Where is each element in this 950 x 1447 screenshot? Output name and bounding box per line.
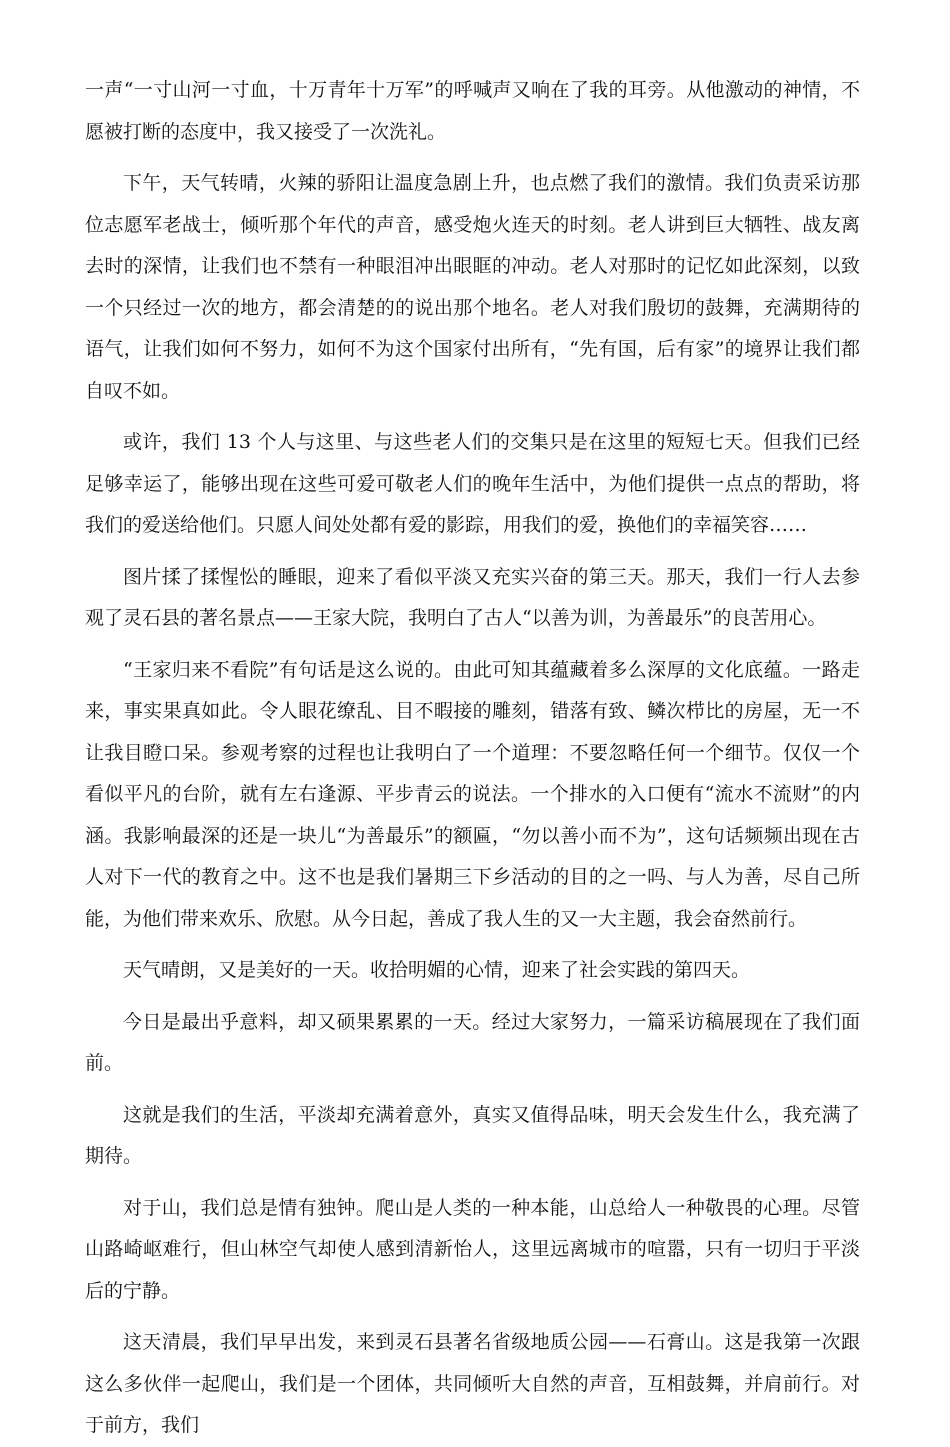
paragraph-8: 这就是我们的生活，平淡却充满着意外，真实又值得品味，明天会发生什么，我充满了期待。 [85, 1103, 860, 1167]
paragraph-3: 或许，我们 13 个人与这里、与这些老人们的交集只是在这里的短短七天。但我们已经足够幸运了，能够出现在这些可爱可敬老人们的晚年生活中，为他们提供一点点的帮助，将我们的爱送给他们。只愿人间处处都有爱的影踪，用我们的爱，换他们的幸福笑容…… [85, 431, 860, 536]
paragraph-9: 对于山，我们总是情有独钟。爬山是人类的一种本能，山总给人一种敬畏的心理。尽管山路崎岖难行，但山林空气却使人感到清新怡人，这里远离城市的喧嚣，只有一切归于平淡后的宁静。 [85, 1196, 860, 1302]
paragraph-2: 下午，天气转晴，火辣的骄阳让温度急剧上升，也点燃了我们的激情。我们负责采访那位志愿军老战士，倾听那个年代的声音，感受炮火连天的时刻。老人讲到巨大牺牲、战友离去时的深情，让我们也不禁有一种眼泪冲出眼眶的冲动。老人对那时的记忆如此深刻，以致一个只经过一次的地方，都会清楚的的说出那个地名。老人对我们殷切的鼓舞，充满期待的语气，让我们如何不努力，如何不为这个国家付出所有，“先有国，后有家”的境界让我们都自叹不如。 [85, 172, 860, 402]
paragraph-6: 天气晴朗，又是美好的一天。收拾明媚的心情，迎来了社会实践的第四天。 [123, 959, 751, 981]
paragraph-5: “王家归来不看院”有句话是这么说的。由此可知其蕴藏着多么深厚的文化底蕴。一路走来，事实果真如此。令人眼花缭乱、目不暇接的雕刻，错落有致、鳞次栉比的房屋，无一不让我目瞪口呆。参观考察的过程也让我明白了一个道理：不要忽略任何一个细节。仅仅一个看似平凡的台阶，就有左右逢源、平步青云的说法。一个排水的入口便有“流水不流财”的内涵。我影响最深的还是一块儿“为善最乐”的额匾，“勿以善小而不为”，这句话频频出现在古人对下一代的教育之中。这不也是我们暑期三下乡活动的目的之一吗、与人为善，尽自己所能，为他们带来欢乐、欣慰。从今日起，善成了我人生的又一大主题，我会奋然前行。 [85, 658, 860, 930]
paragraph-7: 今日是最出乎意料，却又硕果累累的一天。经过大家努力，一篇采访稿展现在了我们面前。 [85, 1010, 860, 1074]
paragraph-4: 图片揉了揉惺忪的睡眼，迎来了看似平淡又充实兴奋的第三天。那天，我们一行人去参观了灵石县的著名景点——王家大院，我明白了古人“以善为训，为善最乐”的良苦用心。 [85, 565, 860, 629]
paragraph-1: 一声“一寸山河一寸血，十万青年十万军”的呼喊声又响在了我的耳旁。从他激动的神情，不愿被打断的态度中，我又接受了一次洗礼。 [85, 79, 860, 143]
paragraph-10: 这天清晨，我们早早出发，来到灵石县著名省级地质公园——石膏山。这是我第一次跟这么多伙伴一起爬山，我们是一个团体，共同倾听大自然的声音，互相鼓舞，并肩前行。对于前方，我们 [85, 1331, 860, 1436]
